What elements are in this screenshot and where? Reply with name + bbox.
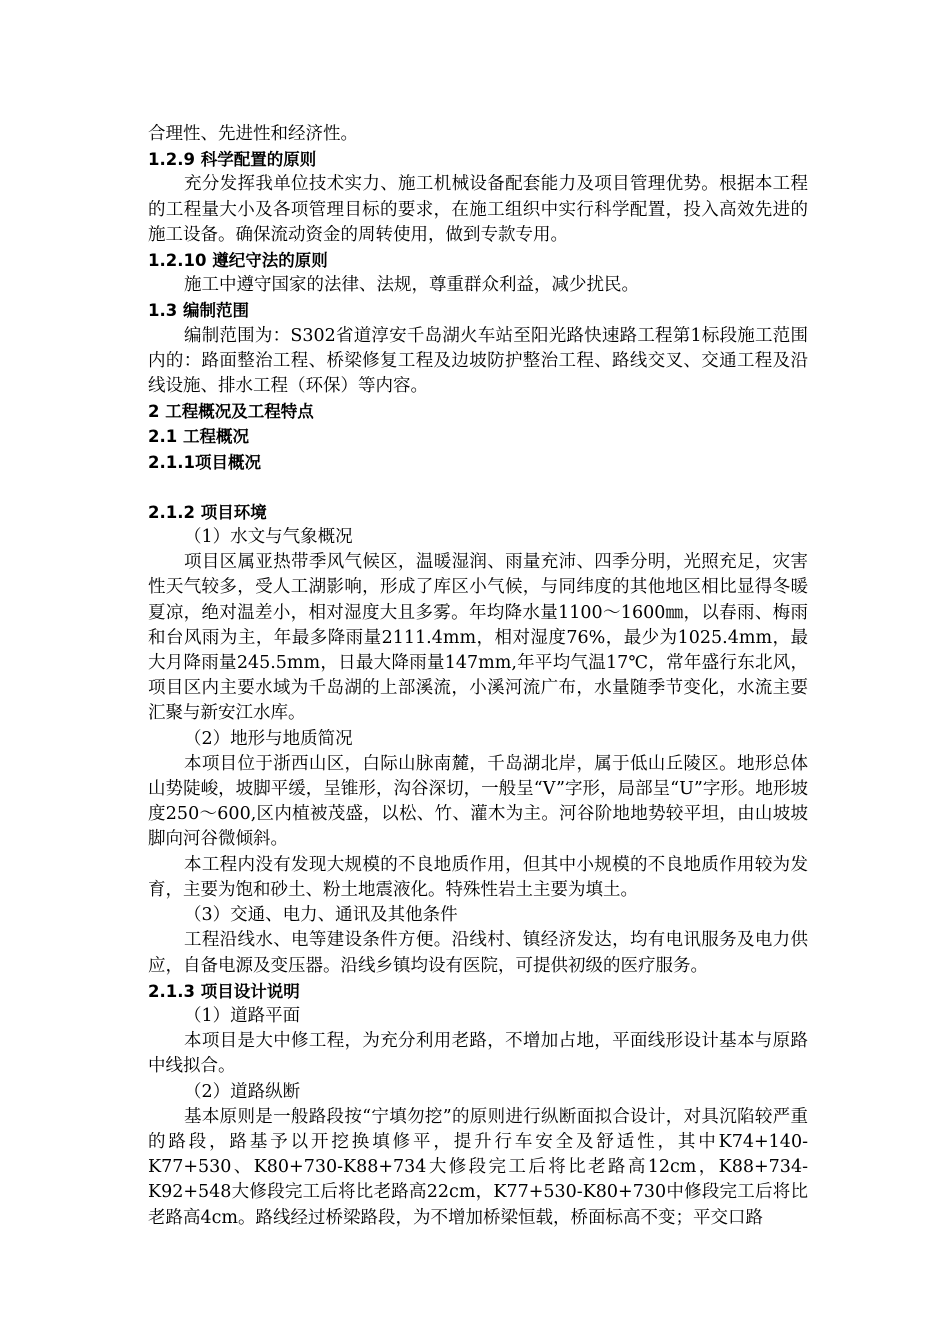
subsection-label: （1）道路平面	[184, 1005, 301, 1026]
paragraph: 编制范围为：S302省道淳安千岛湖火车站至阳光路快速路工程第1标段施工范围内的：路面整治工程、桥梁修复工程及边坡防护整治工程、路线交叉、交通工程及沿线设施、排水工程（环保）等内容。	[148, 325, 808, 397]
paragraph: 基本原则是一般路段按“宁填勿挖”的原则进行纵断面拟合设计，对具沉陷较严重的路段，路基予以开挖换填修平，提升行车安全及舒适性，其中K74+140-K77+530、K80+730-K88+734大修段完工后将比老路高12cm，K88+734-K92+548大修段完工后将比老路高22cm，K77+530-K80+730中修段完工后将比老路高4cm。路线经过桥梁路段，为不增加桥梁恒载，桥面标高不变；平交口路	[148, 1106, 808, 1228]
section-heading: 1.3 编制范围	[148, 301, 249, 321]
section-heading: 2.1 工程概况	[148, 427, 249, 447]
paragraph: 充分发挥我单位技术实力、施工机械设备配套能力及项目管理优势。根据本工程的工程量大小及各项管理目标的要求，在施工组织中实行科学配置，投入高效先进的施工设备。确保流动资金的周转使用，做到专款专用。	[148, 174, 808, 245]
section-heading: 2 工程概况及工程特点	[148, 402, 314, 422]
document-page	[148, 122, 808, 1231]
paragraph: 项目区属亚热带季风气候区，温暖湿润、雨量充沛、四季分明，光照充足，灾害性天气较多，受人工湖影响，形成了库区小气候，与同纬度的其他地区相比显得冬暖夏凉，绝对温差小，相对湿度大且多雾。年均降水量1100～1600㎜，以春雨、梅雨和台风雨为主，年最多降雨量2111.4mm，相对湿度76%，最少为1025.4mm，最大月降雨量245.5mm，日最大降雨量147mm,年平均气温17℃，常年盛行东北风，项目区内主要水域为千岛湖的上部溪流，小溪河流广布，水量随季节变化，水流主要汇聚与新安江水库。	[148, 552, 808, 724]
section-heading: 1.2.9 科学配置的原则	[148, 150, 317, 170]
blank-line	[148, 475, 808, 500]
paragraph: 本项目位于浙西山区，白际山脉南麓，千岛湖北岸，属于低山丘陵区。地形总体山势陡峻，坡脚平缓，呈锥形，沟谷深切，一般呈“V”字形，局部呈“U”字形。地形坡度250～600,区内植被茂盛，以松、竹、灌木为主。河谷阶地地势较平坦，由山坡坡脚向河谷微倾斜。	[148, 753, 808, 850]
section-heading: 2.1.1项目概况	[148, 452, 261, 472]
subsection-label: （2）道路纵断	[184, 1081, 301, 1102]
subsection-label: （2）地形与地质简况	[184, 728, 353, 749]
subsection-label: （1）水文与气象概况	[184, 527, 353, 548]
subsection-label: （3）交通、电力、通讯及其他条件	[184, 905, 458, 926]
paragraph: 工程沿线水、电等建设条件方便。沿线村、镇经济发达，均有电讯服务及电力供应，自备电源及变压器。沿线乡镇均设有医院，可提供初级的医疗服务。	[148, 930, 808, 976]
section-heading: 2.1.2 项目环境	[148, 502, 267, 522]
section-heading: 2.1.3 项目设计说明	[148, 981, 300, 1001]
paragraph: 本项目是大中修工程，为充分利用老路，不增加占地，平面线形设计基本与原路中线拟合。	[148, 1031, 808, 1077]
paragraph: 施工中遵守国家的法律、法规，尊重群众利益，减少扰民。	[184, 275, 639, 296]
section-heading: 1.2.10 遵纪守法的原则	[148, 251, 328, 271]
paragraph: 本工程内没有发现大规模的不良地质作用，但其中小规模的不良地质作用较为发育，主要为饱和砂土、粉土地震液化。特殊性岩土主要为填土。	[148, 854, 808, 900]
paragraph: 合理性、先进性和经济性。	[148, 124, 358, 144]
